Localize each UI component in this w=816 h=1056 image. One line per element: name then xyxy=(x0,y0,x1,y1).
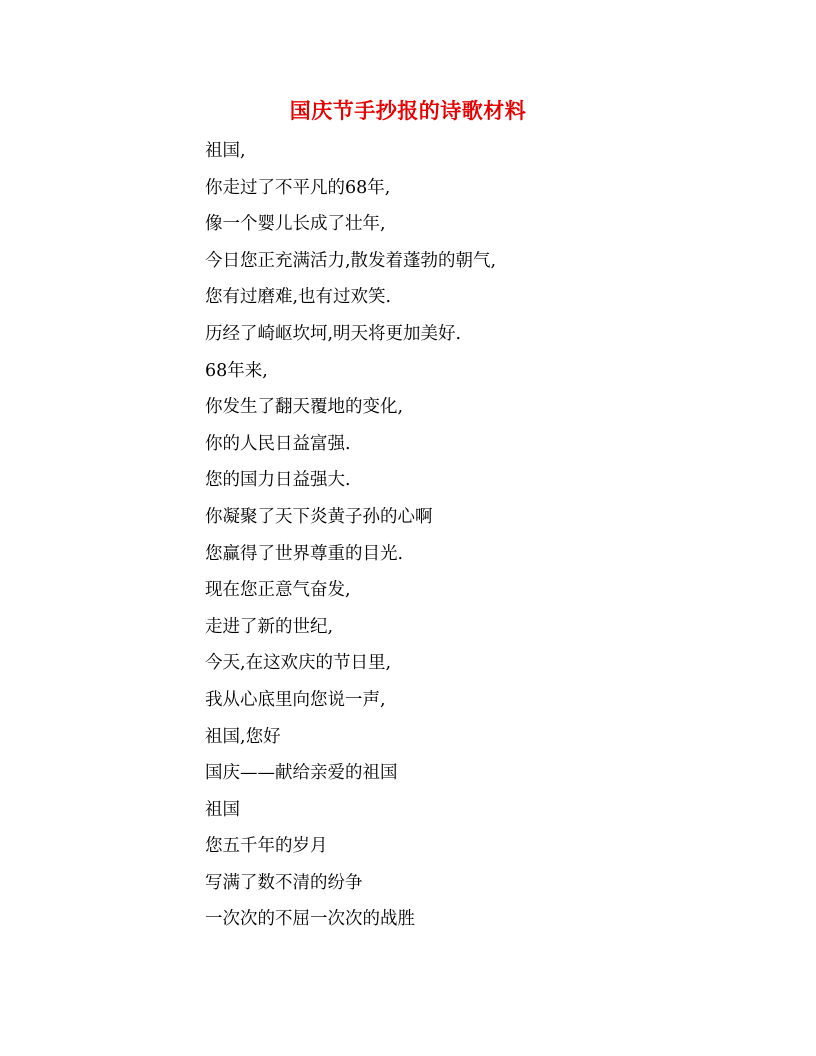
document-title: 国庆节手抄报的诗歌材料 xyxy=(289,98,527,123)
poem-line: 你的人民日益富强. xyxy=(205,433,351,454)
poem-line: 祖国 xyxy=(205,799,240,820)
poem-line: 您的国力日益强大. xyxy=(205,470,351,491)
poem-line: 您赢得了世界尊重的目光. xyxy=(205,543,404,564)
poem-line: 你走过了不平凡的68年, xyxy=(205,177,391,198)
poem-line: 今日您正充满活力,散发着蓬勃的朝气, xyxy=(205,250,497,271)
poem-line: 68年来, xyxy=(205,360,268,381)
poem-line: 你发生了翻天覆地的变化, xyxy=(205,397,404,418)
poem-line: 我从心底里向您说一声, xyxy=(205,689,386,710)
poem-line: 祖国, xyxy=(205,141,246,161)
poem-line: 现在您正意气奋发, xyxy=(205,580,351,601)
poem-line: 祖国,您好 xyxy=(205,726,281,747)
poem-line: 国庆——献给亲爱的祖国 xyxy=(205,763,398,784)
poem-line: 走进了新的世纪, xyxy=(205,616,334,637)
poem-line: 一次次的不屈一次次的战胜 xyxy=(205,909,415,930)
poem-line: 写满了数不清的纷争 xyxy=(205,872,363,893)
poem-body xyxy=(205,138,496,943)
poem-line: 今天,在这欢庆的节日里, xyxy=(205,653,392,674)
poem-line: 你凝聚了天下炎黄子孙的心啊 xyxy=(205,506,433,527)
poem-line: 您有过磨难,也有过欢笑. xyxy=(205,287,392,308)
poem-line: 历经了崎岖坎坷,明天将更加美好. xyxy=(205,323,462,344)
poem-line: 您五千年的岁月 xyxy=(205,836,328,857)
poem-line: 像一个婴儿长成了壮年, xyxy=(205,214,386,235)
